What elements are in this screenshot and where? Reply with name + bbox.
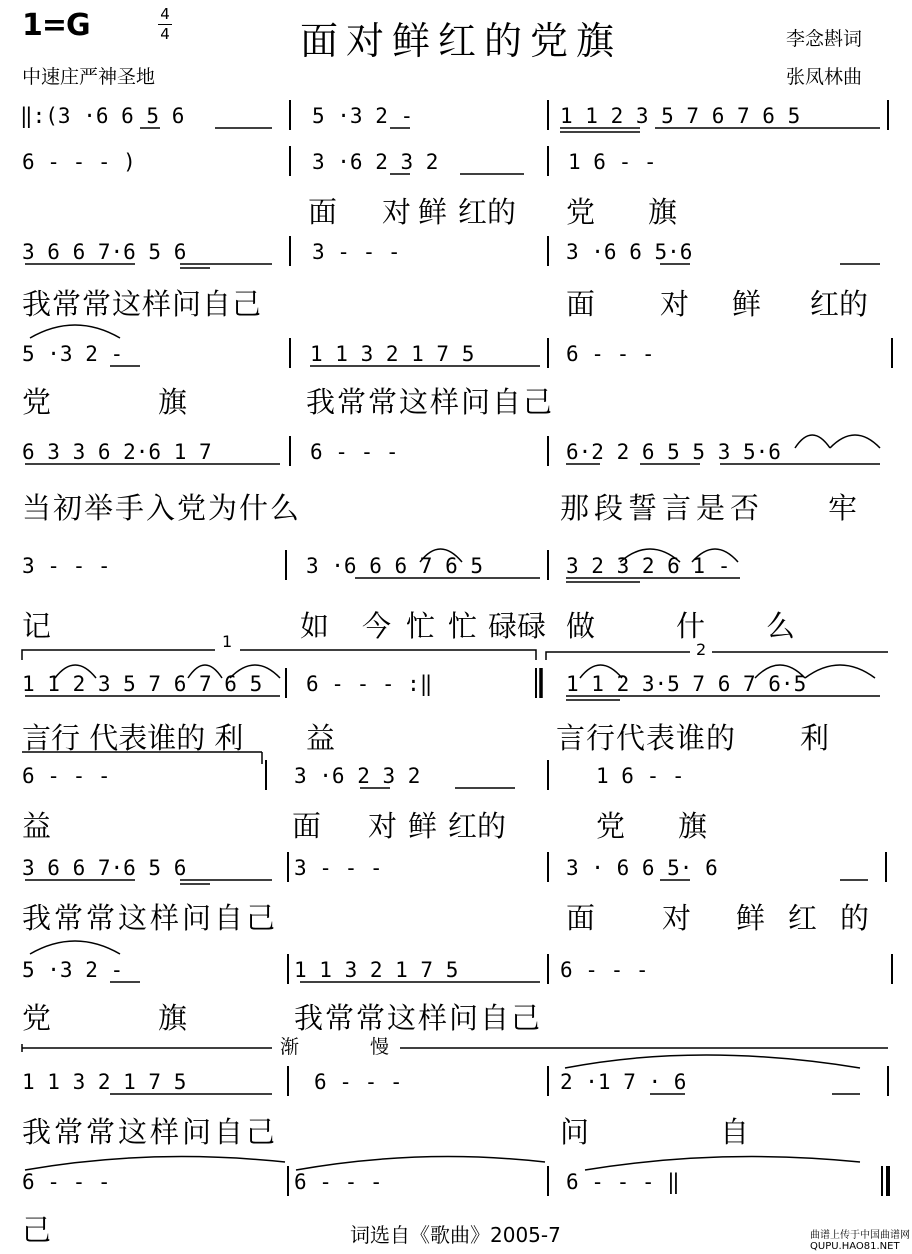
slurs [25,325,880,1170]
watermark-line: QUPU.HAO81.NET [810,1241,900,1252]
measure-notes: 3 2 3 2 6 1 - [566,554,731,578]
lyric-syllable: 面 [566,901,596,935]
measure-notes: 3 - - - [294,856,383,880]
lyric-syllable: 红的 [810,287,869,321]
measure-notes: 1 6 - - [596,764,685,788]
lyric-syllable: 记 [22,609,52,643]
lyric-syllable: 我常常这样问自己 [294,1001,543,1035]
measure-notes: 6 - - - :‖ [306,672,433,696]
lyric-syllable: 益 [22,809,52,843]
lyric-syllable: 旗 [158,385,188,419]
lyric-syllable: 言行代表谁的 [556,721,737,755]
lyric-syllable: 益 [306,721,336,755]
volta-1-bracket [22,650,215,660]
lyric-syllable: 的 [840,901,870,935]
measure-notes: 3 ·6 6 5·6 [566,240,693,264]
lyric-syllable: 当初举手入党为什么 [22,491,302,525]
lyric-syllable: 利 [800,721,830,755]
lyric-syllable: 党 [22,385,52,419]
measure-notes: 3 · 6 6 5· 6 [566,856,718,880]
measure-notes: 6 - - - [560,958,649,982]
lyricist-credit: 李念斟词 [786,28,863,50]
lyric-syllable: 旗 [158,1001,188,1035]
lyric-syllable: 我常常这样问自己 [22,287,263,321]
measure-notes: 5 ·3 2 - [22,342,124,366]
volta-1-bracket [240,650,536,660]
measure-notes: 6·2 2 6 5 5 3 5·6 [566,440,781,464]
lyric-syllable: 问 [560,1115,590,1149]
lyric-syllable: 旗 [648,195,678,229]
lyric-syllable: 对 [382,195,412,229]
volta-1-number: 1 [222,632,233,651]
lyric-syllable: 做 [566,609,596,643]
measure-notes: 2 ·1 7 · 6 [560,1070,687,1094]
meter-top: 4 [160,5,170,23]
lyric-syllable: 党 [566,195,596,229]
lyric-syllable: 鲜 [732,287,762,321]
lyric-syllable: 碌碌 [488,609,547,643]
measure-notes: 1 1 2 3·5 7 6 7 6·5 [566,672,807,696]
measure-notes: 6 - - - ‖ [566,1170,680,1194]
ritardando-marking: 渐 [280,1036,300,1058]
lyric-syllable: 党 [596,809,626,843]
ritardando-marking: 慢 [370,1036,390,1058]
lyric-syllable: 我常常这样问自己 [306,385,555,419]
lyric-syllable: 面 [566,287,596,321]
lyric-syllable: 红 [788,901,818,935]
lyric-syllable: 言行 代表谁的 利 [22,721,244,755]
lyric-syllable: 党 [22,1001,52,1035]
volta-2-bracket [546,652,690,660]
measure-notes: 5 ·3 2 - [312,104,414,128]
lyric-syllable: 对 [368,809,398,843]
source-note: 词选自《歌曲》2005-7 [350,1223,561,1247]
measure-notes: 1 1 2 3 5 7 6 7 6 5 [560,104,801,128]
lyric-syllable: 鲜 [408,809,438,843]
measure-notes: 1 1 3 2 1 7 5 [22,1070,187,1094]
key-signature: 1=G [22,8,90,43]
lyric-syllable: 我常常这样问自己 [22,1115,279,1149]
measure-notes: 6 - - - [22,1170,111,1194]
lyric-syllable: 如 [300,609,330,643]
lyric-syllable: 旗 [678,809,708,843]
measure-notes: 6 - - - [310,440,399,464]
measure-notes: 1 1 2 3 5 7 6 7 6 5 [22,672,263,696]
measure-notes: 3 6 6 7·6 5 6 [22,856,187,880]
volta-2-number: 2 [696,640,707,659]
lyric-syllable: 我常常这样问自己 [22,901,279,935]
lyric-syllable: 什 [676,609,706,643]
measure-notes: 3 ·6 2 3 2 [312,150,439,174]
measure-notes: 3 - - - [22,554,111,578]
measure-notes: 6 - - - [566,342,655,366]
tempo-marking: 中速庄严神圣地 [22,66,156,88]
measure-notes: 6 - - - ) [22,150,136,174]
lyric-syllable: 面 [308,195,338,229]
measure-notes: 5 ·3 2 - [22,958,124,982]
lyric-syllable: 红的 [458,195,517,229]
measure-notes: 6 3 3 6 2·6 1 7 [22,440,212,464]
measure-notes: ‖:(3 ·6 6 5 6 [20,104,185,128]
measure-notes: 3 ·6 2 3 2 [294,764,421,788]
meter-bottom: 4 [160,25,170,43]
lyric-syllable: 对 [662,901,692,935]
lyric-syllable: 那段誓言是否 [560,491,765,525]
measure-notes: 1 6 - - [568,150,657,174]
lyric-syllable: 今 [362,609,392,643]
lyric-syllable: 鲜 [418,195,448,229]
lyric-syllable: 么 [766,609,796,643]
song-title: 面对鲜红的党旗 [300,19,623,63]
lyric-syllable: 鲜 [736,901,766,935]
lyric-syllable: 自 [720,1115,750,1149]
lyric-syllable: 红的 [448,809,507,843]
lyric-syllable: 对 [660,287,690,321]
lyric-syllable: 牢 [828,491,858,525]
measure-notes: 3 ·6 6 6 7 6 5 [306,554,484,578]
lyric-syllable: 己 [22,1213,52,1247]
measure-notes: 3 6 6 7·6 5 6 [22,240,187,264]
measure-notes: 1 1 3 2 1 7 5 [310,342,475,366]
measure-notes: 6 - - - [314,1070,403,1094]
watermark-line: 曲谱上传于中国曲谱网 [810,1230,910,1241]
measure-notes: 3 - - - [312,240,401,264]
measure-notes: 1 1 3 2 1 7 5 [294,958,459,982]
measure-notes: 6 - - - [294,1170,383,1194]
beam-underlines [25,128,880,1094]
lyric-syllable: 忙 [448,609,478,643]
lyric-syllable: 面 [292,809,322,843]
measure-notes: 6 - - - [22,764,111,788]
lyric-syllable: 忙 [406,609,436,643]
composer-credit: 张凤林曲 [786,66,863,88]
